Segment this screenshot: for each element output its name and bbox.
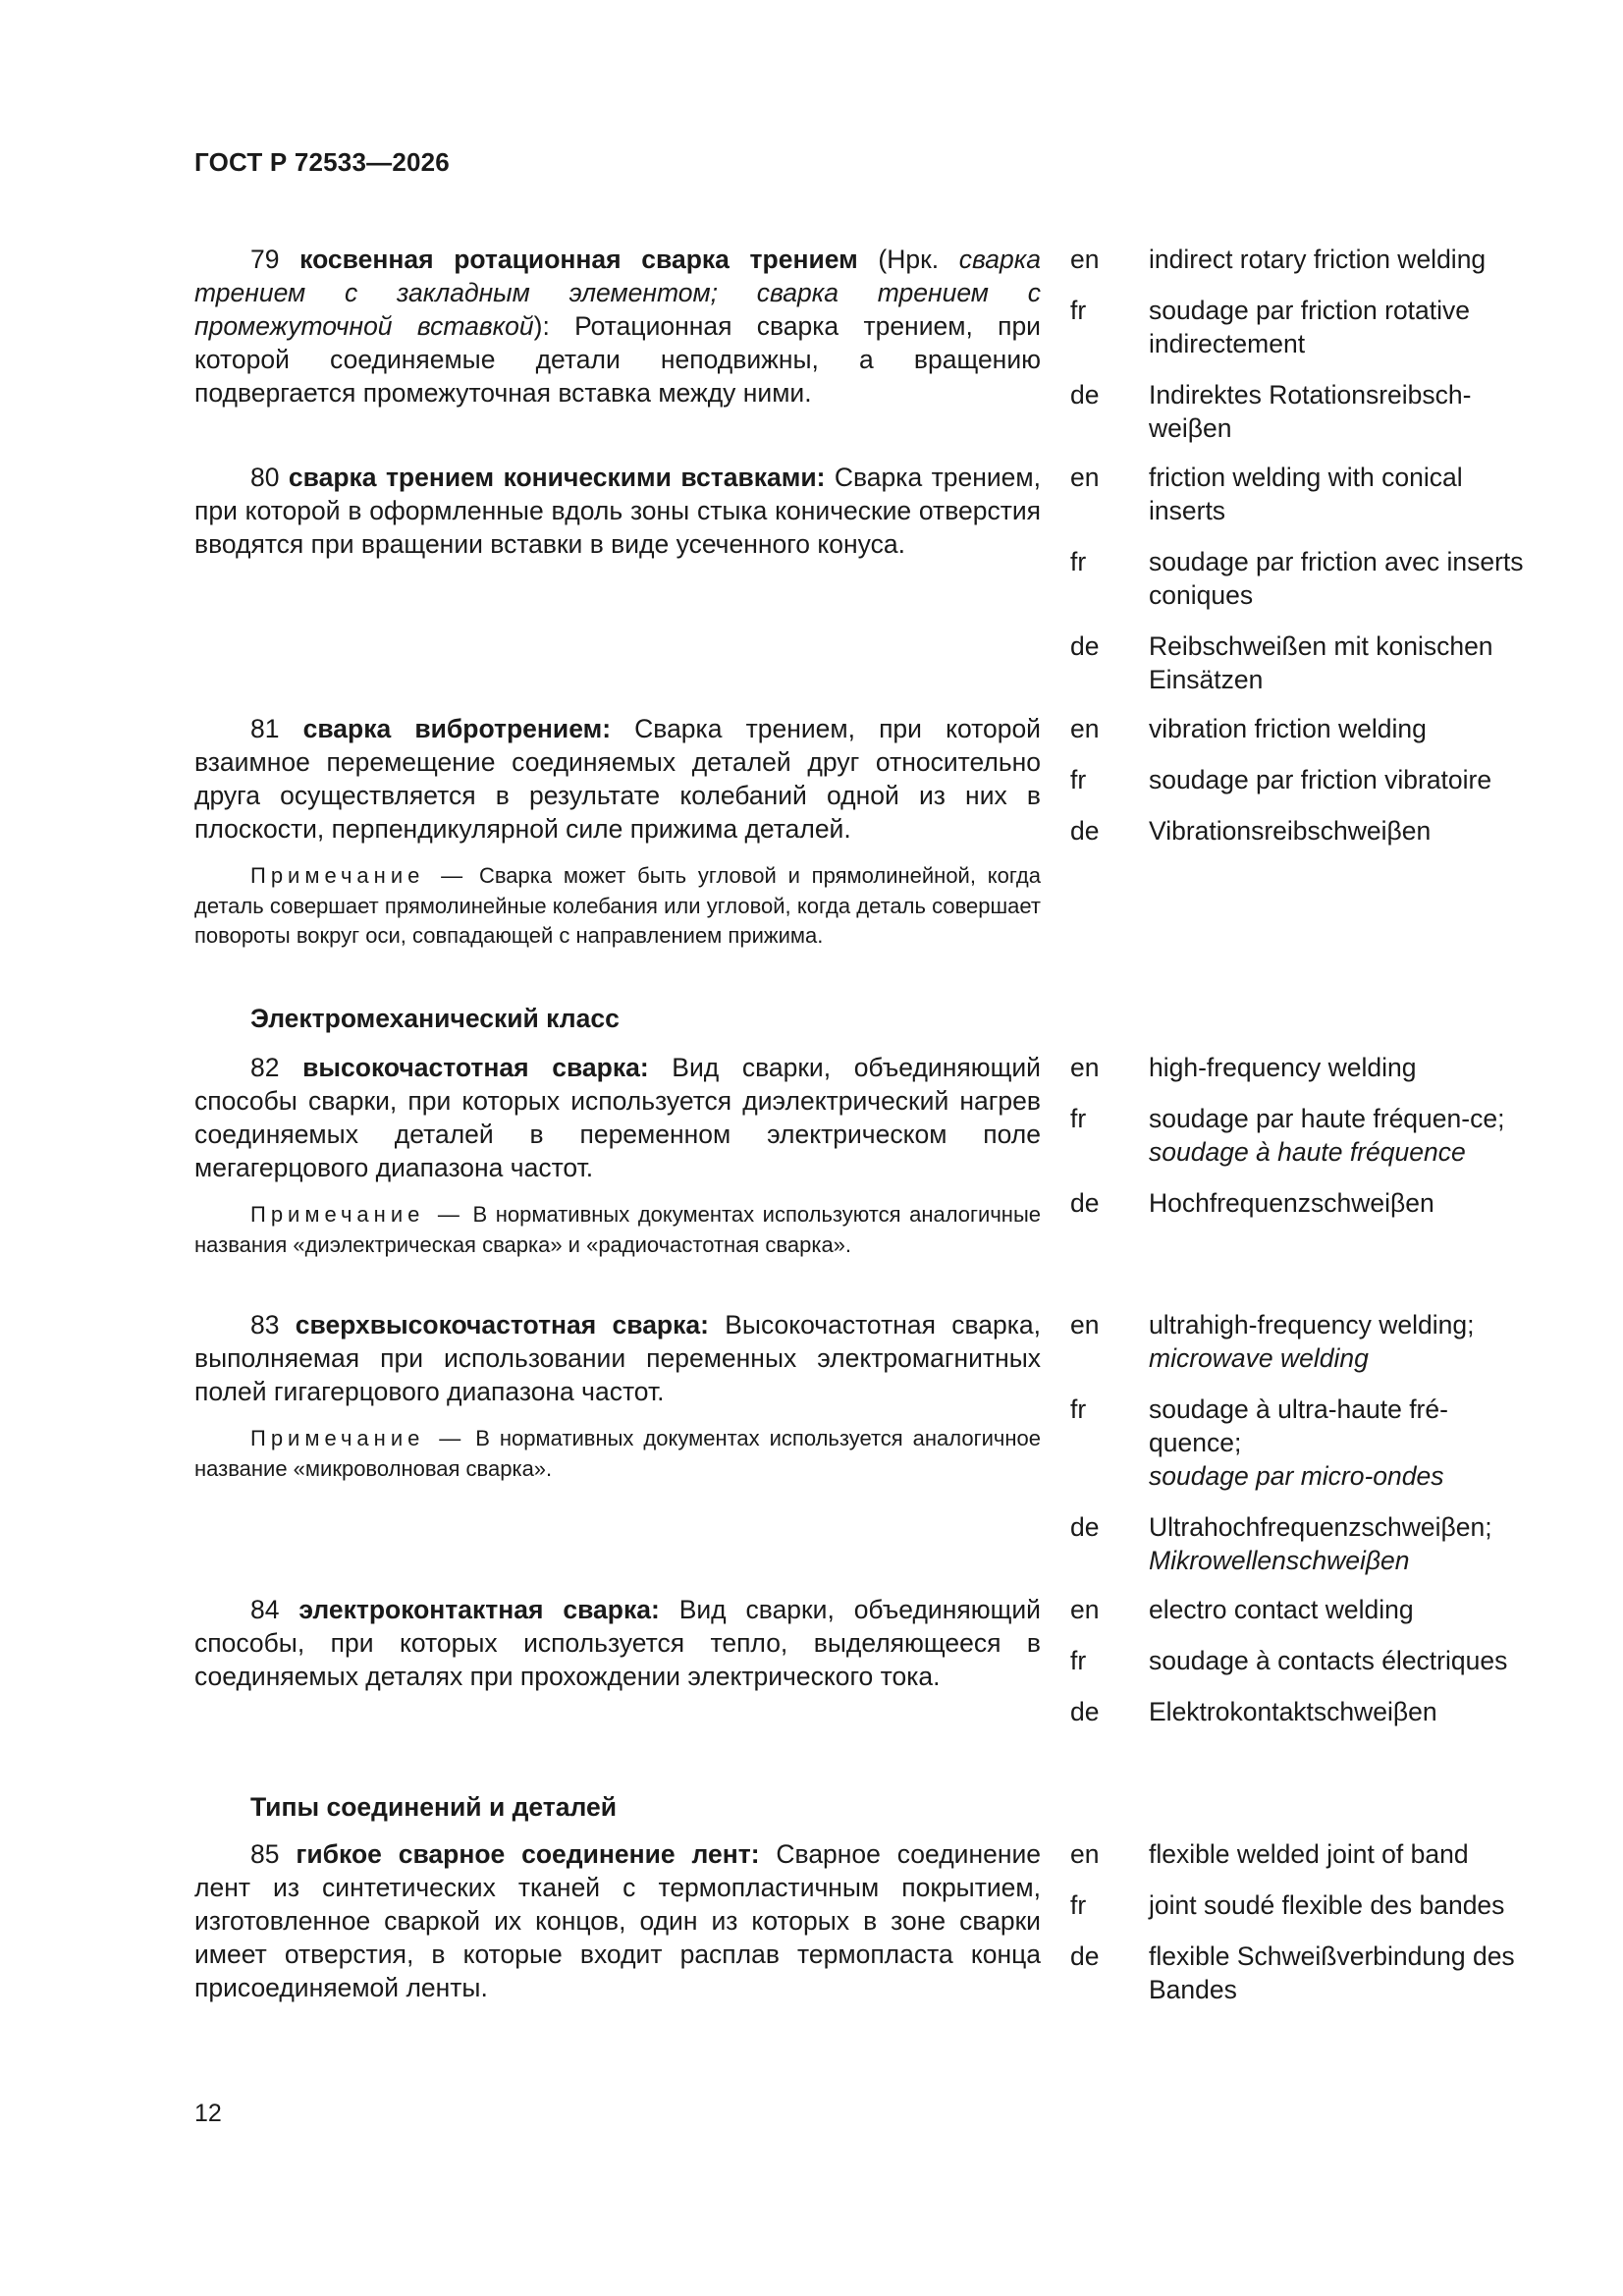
term-note	[194, 861, 1041, 952]
equivalent-text: joint soudé flexible des bandes	[1149, 1890, 1505, 1920]
equivalent-en	[1070, 1308, 1532, 1375]
term-text-85	[194, 1837, 1041, 2004]
equivalent-text: electro contact welding	[1149, 1595, 1414, 1624]
equivalent-fr	[1070, 1102, 1532, 1169]
equivalent-primary: ultrahigh-frequency welding;	[1149, 1310, 1475, 1339]
equivalent-en	[1070, 1051, 1532, 1084]
lang-code: de	[1070, 816, 1100, 846]
note-label: Примечание —	[250, 863, 468, 888]
term-note	[194, 1200, 1041, 1260]
term-name: гибкое сварное соединение лент:	[296, 1839, 760, 1869]
equivalent-en	[1070, 461, 1532, 527]
equivalent-fr	[1070, 1888, 1532, 1922]
equivalent-text: soudage par friction avec inserts coniques	[1149, 547, 1524, 610]
equivalent-text	[1149, 1510, 1532, 1577]
lang-code: de	[1070, 1697, 1100, 1726]
term-number: 82	[250, 1053, 280, 1082]
term-text-83	[194, 1308, 1041, 1484]
equivalent-de	[1070, 814, 1532, 847]
equivalent-fr	[1070, 545, 1532, 612]
equivalent-synonym: microwave welding	[1149, 1343, 1369, 1373]
lang-code: fr	[1070, 547, 1087, 576]
foreign-equivalents-85	[1070, 1837, 1532, 2006]
lang-code: de	[1070, 380, 1100, 410]
term-text-79	[194, 243, 1041, 410]
equivalent-text: Vibrationsreibschweiβen	[1149, 816, 1432, 846]
equivalent-text	[1149, 1308, 1532, 1375]
equivalent-text: indirect rotary friction welding	[1149, 245, 1487, 274]
lang-code: fr	[1070, 1394, 1087, 1424]
equivalent-text: Reibschweißen mit konischen Einsätzen	[1149, 631, 1493, 694]
term-synonym: сварка трением с закладным элементом; сварка трением с промежуточной вставкой	[194, 245, 1041, 341]
term-number: 79	[250, 245, 280, 274]
equivalent-de	[1070, 1186, 1532, 1220]
term-definition: Сварка трением, при которой взаимное перемещение соединяемых деталей друг относительно друга осуществляется в результате колебаний одной из них в плоскости, перпендикулярной силе прижима деталей.	[194, 714, 1041, 844]
equivalent-de	[1070, 1695, 1532, 1728]
term-name: сварка трением коническими вставками:	[288, 463, 826, 492]
equivalent-text	[1149, 1102, 1532, 1169]
term-number: 81	[250, 714, 280, 743]
equivalent-synonym: soudage à haute fréquence	[1149, 1137, 1466, 1167]
lang-code: de	[1070, 1941, 1100, 1971]
lang-code: fr	[1070, 1104, 1087, 1133]
term-definition: Вид сварки, объединяющий способы, при которых используется тепло, выделяющееся в соединяемых деталях при прохождении электрического тока.	[194, 1595, 1041, 1691]
note-text: В нормативных документах используются аналогичные названия «диэлектрическая сварка» и «радиочастотная сварка».	[194, 1202, 1041, 1257]
equivalent-text: vibration friction welding	[1149, 714, 1427, 743]
foreign-equivalents-84	[1070, 1593, 1532, 1728]
equivalent-text: Hochfrequenzschweiβen	[1149, 1188, 1434, 1218]
equivalent-en	[1070, 1837, 1532, 1871]
lang-code: fr	[1070, 1890, 1087, 1920]
note-text: В нормативных документах используется аналогичное название «микроволновая сварка».	[194, 1426, 1042, 1481]
equivalent-en	[1070, 712, 1532, 745]
term-definition: Сварка трением, при которой в оформленные вдоль зоны стыка конические отверстия вводятся при вращении вставки в виде усеченного конуса.	[194, 463, 1041, 559]
term-synonym-open: (Нрк.	[857, 245, 959, 274]
foreign-equivalents-81	[1070, 712, 1532, 847]
term-number: 84	[250, 1595, 280, 1624]
lang-code: fr	[1070, 296, 1087, 325]
lang-code: en	[1070, 245, 1100, 274]
note-label: Примечание —	[250, 1202, 464, 1227]
term-number: 85	[250, 1839, 280, 1869]
equivalent-de	[1070, 1940, 1532, 2006]
equivalent-fr	[1070, 763, 1532, 796]
foreign-equivalents-83	[1070, 1308, 1532, 1577]
term-name: сварка вибротрением:	[302, 714, 612, 743]
lang-code: de	[1070, 631, 1100, 661]
equivalent-text: high-frequency welding	[1149, 1053, 1417, 1082]
foreign-equivalents-79	[1070, 243, 1532, 445]
equivalent-fr	[1070, 294, 1532, 360]
lang-code: en	[1070, 1595, 1100, 1624]
equivalent-fr	[1070, 1393, 1532, 1493]
equivalent-text: Indirektes Rotationsreibsch-weiβen	[1149, 380, 1472, 443]
lang-code: de	[1070, 1188, 1100, 1218]
term-name: электроконтактная сварка:	[298, 1595, 660, 1624]
note-label: Примечание —	[250, 1426, 466, 1450]
lang-code: en	[1070, 1053, 1100, 1082]
term-definition: Вид сварки, объединяющий способы сварки, при которых используется диэлектрический нагрев соединяемых деталей в переменном электрическом поле мегагерцового диапазона частот.	[194, 1053, 1041, 1182]
lang-code: en	[1070, 1310, 1100, 1339]
equivalent-primary: soudage à ultra-haute fré-quence;	[1149, 1394, 1448, 1457]
equivalent-de	[1070, 629, 1532, 696]
equivalent-de	[1070, 378, 1532, 445]
equivalent-text: soudage par friction vibratoire	[1149, 765, 1492, 794]
equivalent-text: Elektrokontaktschweiβen	[1149, 1697, 1437, 1726]
lang-code: en	[1070, 463, 1100, 492]
lang-code: en	[1070, 1839, 1100, 1869]
term-name: высокочастотная сварка:	[302, 1053, 649, 1082]
term-text-82	[194, 1051, 1041, 1260]
equivalent-text: flexible Schweißverbindung des Bandes	[1149, 1941, 1515, 2004]
term-definition: Ротационная сварка трением, при которой соединяемые детали неподвижны, а вращению подвергается промежуточная вставка между ними.	[194, 311, 1041, 408]
equivalent-de	[1070, 1510, 1532, 1577]
term-note	[194, 1424, 1041, 1484]
lang-code: en	[1070, 714, 1100, 743]
equivalent-text: soudage à contacts électriques	[1149, 1646, 1508, 1675]
term-number: 83	[250, 1310, 280, 1339]
term-text-81	[194, 712, 1041, 952]
term-text-84	[194, 1593, 1041, 1693]
term-name: косвенная ротационная сварка трением	[299, 245, 858, 274]
equivalent-text	[1149, 1393, 1532, 1493]
foreign-equivalents-80	[1070, 461, 1532, 696]
term-definition: Сварное соединение лент из синтетических тканей с термопластичным покрытием, изготовленное сваркой их концов, один из которых в зоне сварки имеет отверстия, в которые входит расплав термопласта конца присоединяемой ленты.	[194, 1839, 1042, 2002]
lang-code: fr	[1070, 1646, 1087, 1675]
equivalent-en	[1070, 243, 1532, 276]
equivalent-text: soudage par friction rotative indirectement	[1149, 296, 1471, 358]
equivalent-primary: soudage par haute fréquen-ce;	[1149, 1104, 1505, 1133]
section-heading-joint-types: Типы соединений и деталей	[250, 1792, 618, 1822]
term-name: сверхвысокочастотная сварка:	[295, 1310, 709, 1339]
equivalent-text: flexible welded joint of band	[1149, 1839, 1469, 1869]
foreign-equivalents-82	[1070, 1051, 1532, 1220]
note-text: Сварка может быть угловой и прямолинейной, когда деталь совершает прямолинейные колебания или угловой, когда деталь совершает повороты вокруг оси, совпадающей с направлением прижима.	[194, 863, 1041, 948]
section-heading-electromechanical: Электромеханический класс	[250, 1004, 620, 1033]
equivalent-synonym: Mikrowellenschweiβen	[1149, 1546, 1410, 1575]
equivalent-primary: Ultrahochfrequenzschweiβen;	[1149, 1512, 1492, 1542]
equivalent-fr	[1070, 1644, 1532, 1677]
lang-code: fr	[1070, 765, 1087, 794]
term-text-80	[194, 461, 1041, 561]
term-number: 80	[250, 463, 280, 492]
page-number: 12	[194, 2100, 222, 2127]
lang-code: de	[1070, 1512, 1100, 1542]
term-definition: Высокочастотная сварка, выполняемая при использовании переменных электромагнитных полей гигагерцового диапазона частот.	[194, 1310, 1041, 1406]
equivalent-en	[1070, 1593, 1532, 1626]
document-header: ГОСТ Р 72533—2026	[194, 147, 450, 177]
equivalent-synonym: soudage par micro-ondes	[1149, 1461, 1444, 1491]
equivalent-text: friction welding with conical inserts	[1149, 463, 1463, 525]
term-synonym-close: ):	[533, 311, 575, 341]
